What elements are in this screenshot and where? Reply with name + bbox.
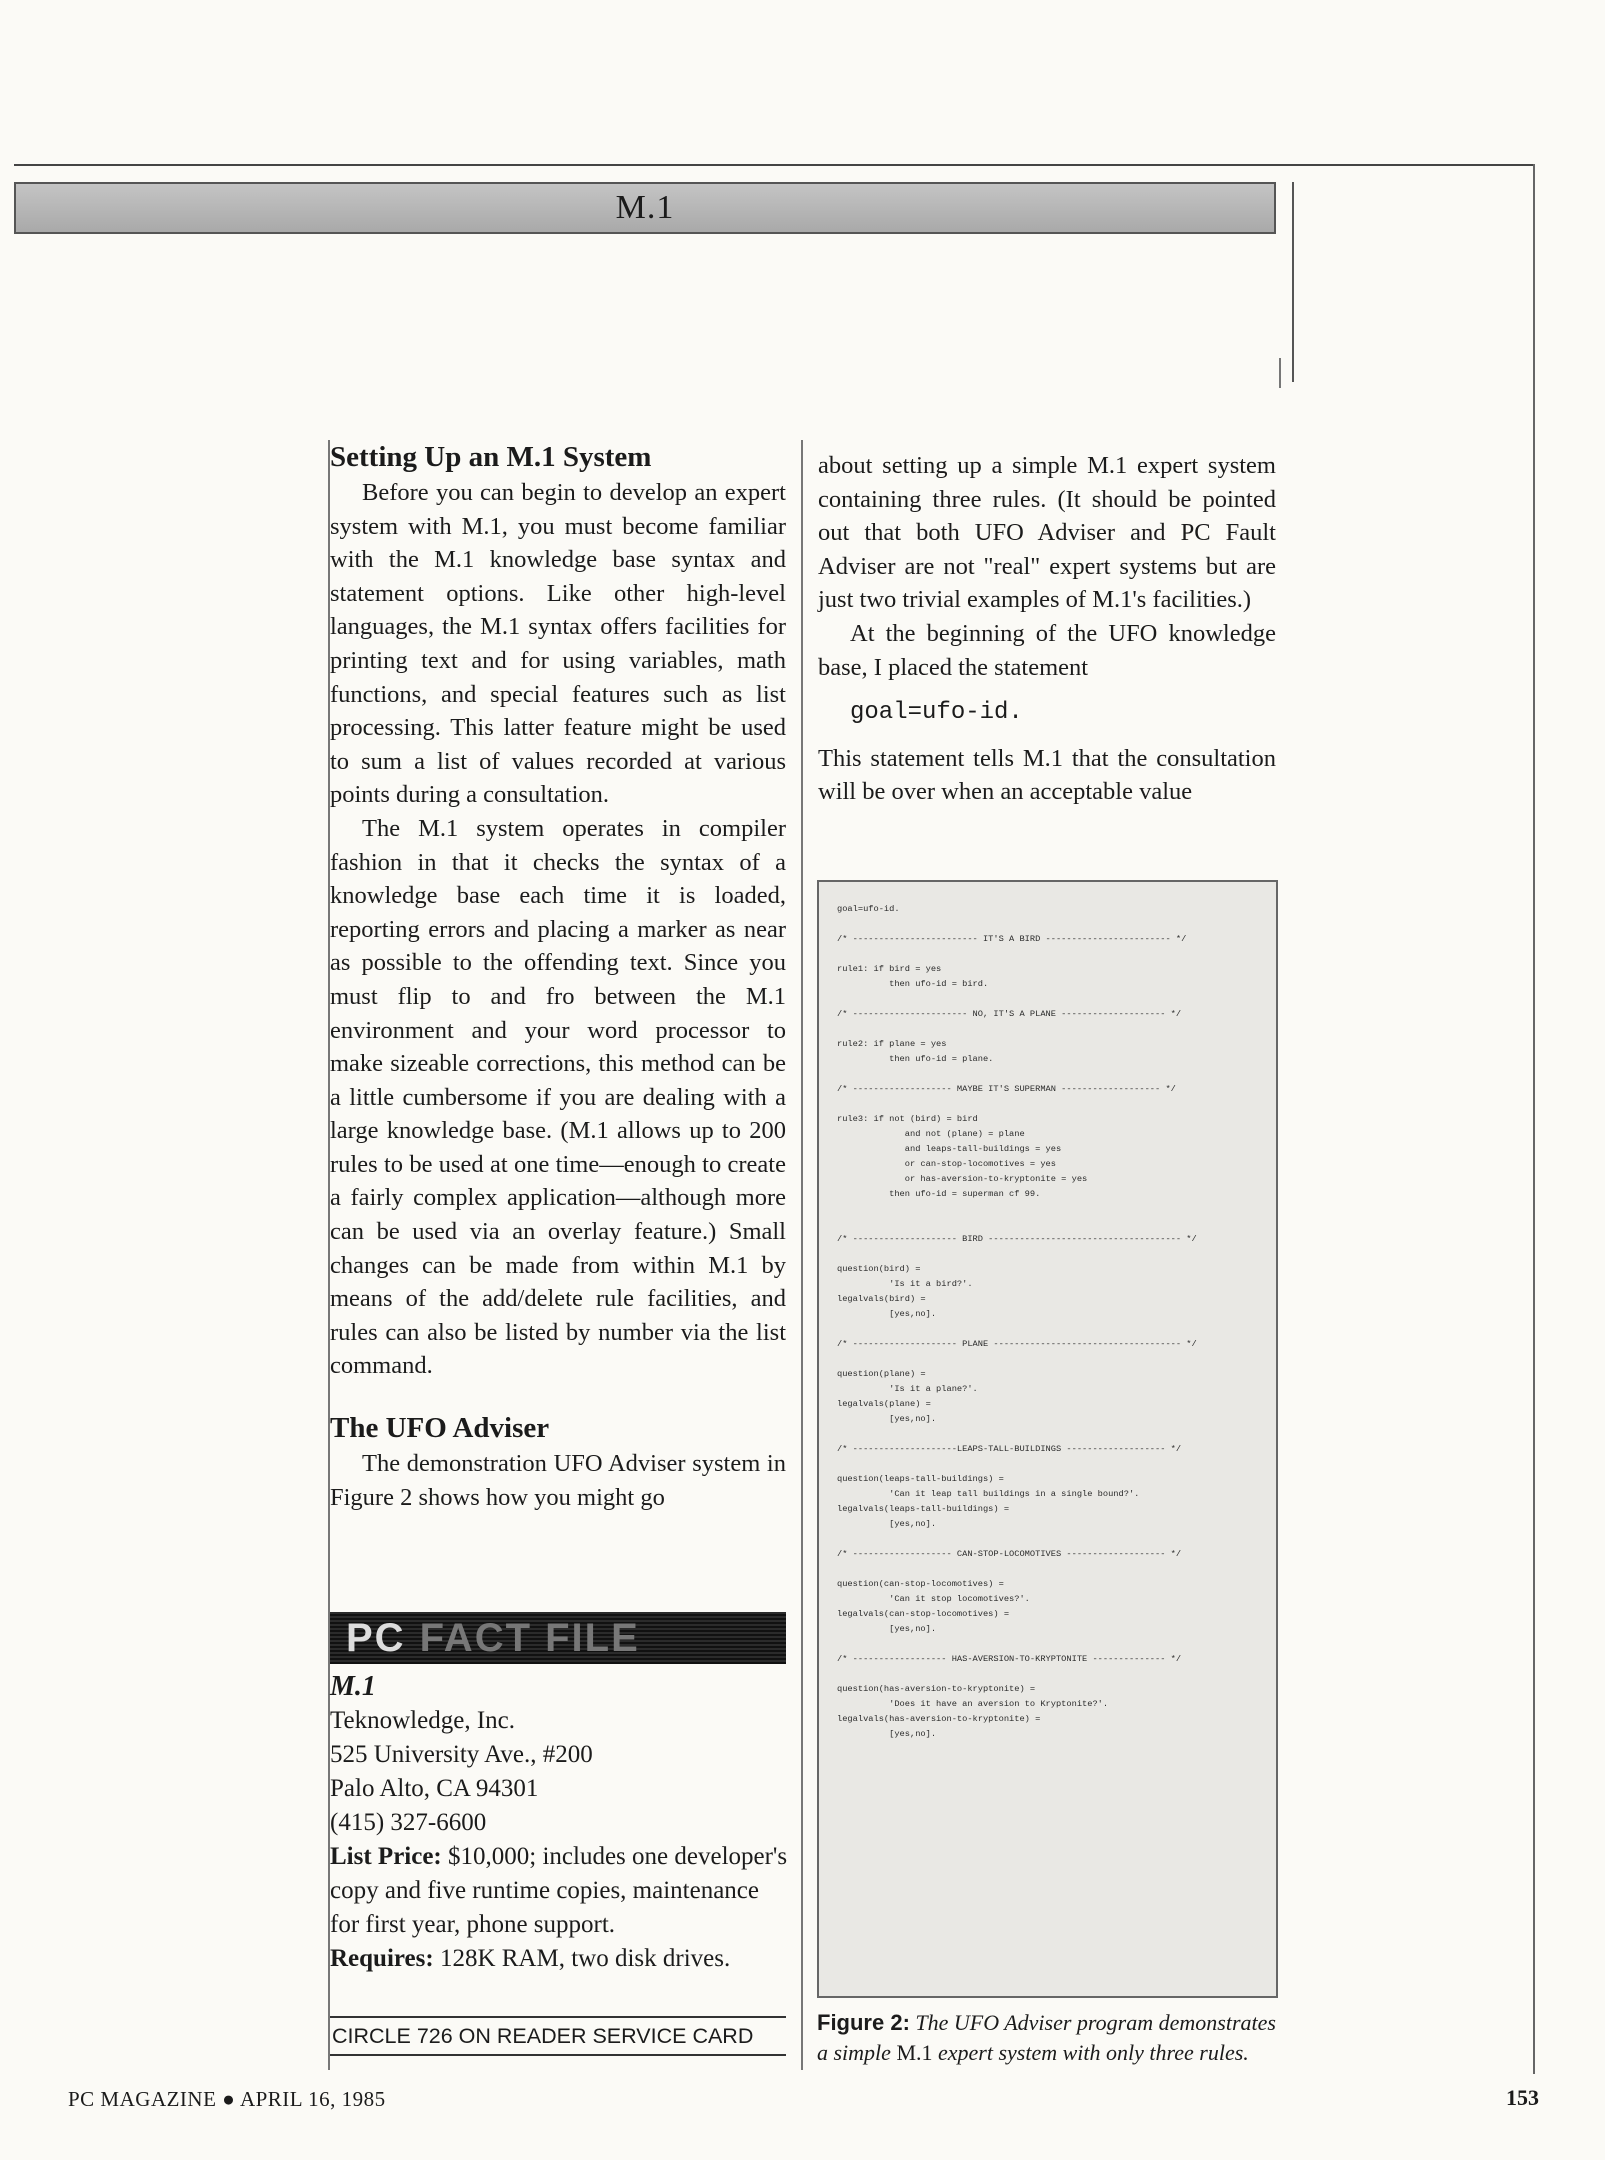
goal-statement: goal=ufo-id. bbox=[850, 699, 1023, 727]
list-price-text: $10,000; includes one developer's copy and five runtime copies, maintenance for first year, phone support. bbox=[330, 1843, 788, 1938]
code-listing: goal=ufo-id. /* ------------------------ IT'S A BIRD ------------------------ */ rule1: if bird = yes then ufo-id = bird. /* ---------------------- NO, IT'S A PLANE -------------------- */ rule2: if plane = yes then ufo-id = plane. /* ------------------- MAYBE IT'S SUPERMAN ------------------- */ rule3: if not (bird) = bird and not (plane) = plane and leaps-tall-buildings = yes or can-stop-locomotives = yes or has-aversion-to-kryptonite = yes then ufo-id = superman cf 99. /* -------------------- BIRD ------------------------------------- */ question(bird) = 'Is it a bird?'. legalvals(bird) = [yes,no]. /* -------------------- PLANE ------------------------------------ */ question(plane) = 'Is it a plane?'. legalvals(plane) = [yes,no]. /* --------------------LEAPS-TALL-BUILDINGS ------------------- */ question(leaps-tall-buildings) = 'Can it leap tall buildings in a single bound?'. legalvals(leaps-tall-buildings) = [yes,no]. /* ------------------- CAN-STOP-LOCOMOTIVES ------------------- */ question(can-stop-locomotives) = 'Can it stop locomotives?'. legalvals(can-stop-locomotives) = [yes,no]. /* ------------------ HAS-AVERSION-TO-KRYPTONITE -------------- */ question(has-aversion-to-kryptonite) = 'Does it have an aversion to Kryptonite?'. legalvals(has-aversion-to-kryptonite) = [yes,no]. bbox=[837, 904, 1197, 1739]
phone-number: (415) 327-6600 bbox=[330, 1809, 487, 1836]
requires-label: Requires: bbox=[330, 1945, 434, 1972]
figure-label: Figure 2: bbox=[817, 2010, 910, 2035]
page-number: 153 bbox=[1506, 2085, 1539, 2110]
figure-2-code-listing bbox=[817, 880, 1278, 1998]
section-header-bar bbox=[14, 182, 1276, 234]
address-line-2: Palo Alto, CA 94301 bbox=[330, 1775, 539, 1802]
caption-text-b: expert system with only three rules. bbox=[938, 2040, 1249, 2065]
requirements bbox=[330, 1942, 790, 1976]
caption-text-a: The UFO Adviser program demonstrates a simple bbox=[817, 2010, 1276, 2065]
frame-right-rule bbox=[1533, 164, 1535, 2074]
caption-m1: M.1 bbox=[896, 2040, 933, 2065]
paragraph: This statement tells M.1 that the consultation will be over when an acceptable value bbox=[818, 744, 1276, 806]
product-name: M.1 bbox=[330, 1671, 376, 1702]
list-price bbox=[330, 1840, 790, 1942]
frame-inner-rule bbox=[1292, 182, 1294, 382]
heading-setting-up: Setting Up an M.1 System bbox=[330, 441, 652, 473]
fact-file-label: FACT FILE bbox=[419, 1615, 640, 1660]
list-price-label: List Price: bbox=[330, 1843, 442, 1870]
fact-file-details bbox=[330, 1670, 790, 1976]
pc-logo: PC bbox=[346, 1615, 406, 1660]
frame-top-rule bbox=[14, 164, 1534, 166]
left-column bbox=[330, 440, 786, 1514]
column-rule-middle bbox=[801, 440, 803, 2070]
footer-publication: PC MAGAZINE ● APRIL 16, 1985 bbox=[68, 2087, 386, 2111]
figure-caption bbox=[817, 2008, 1287, 2068]
right-column bbox=[818, 449, 1276, 809]
heading-ufo-adviser: The UFO Adviser bbox=[330, 1412, 550, 1445]
paragraph: The demonstration UFO Adviser system in Figure 2 shows how you might go bbox=[330, 1450, 786, 1511]
address-line-1: 525 University Ave., #200 bbox=[330, 1741, 593, 1768]
paragraph: about setting up a simple M.1 expert system containing three rules. (It should be pointed out that both UFO Adviser and PC Fault Adviser are not "real" expert systems but are just two trivial examples of M.1's facilities.) bbox=[818, 452, 1276, 614]
requires-text: 128K RAM, two disk drives. bbox=[439, 1945, 731, 1972]
section-title: M.1 bbox=[615, 189, 675, 226]
fact-file-banner bbox=[330, 1612, 786, 1664]
paragraph: The M.1 system operates in compiler fashion in that it checks the syntax of a knowledge base each time it is loaded, reporting errors and placing a marker as near as possible to the offending text. Since you must flip to and fro between the M.1 environment and your word processor to make sizeable corrections, this method can be a little cumbersome if you are dealing with a large knowledge base. (M.1 allows up to 200 rules to be used at one time—enough to create a fairly complex application—although more can be used via an overlay feature.) Small changes can be made from within M.1 by means of the add/delete rule facilities, and rules can also be listed by number via the list command. bbox=[330, 814, 786, 1380]
paragraph: Before you can begin to develop an expert system with M.1, you must become familiar with the M.1 knowledge base syntax and statement options. Like other high-level languages, the M.1 syntax offers facilities for printing text and for using variables, math functions, and special features such as list processing. This latter feature might be used to sum a list of values recorded at various points during a consultation. bbox=[330, 479, 786, 809]
reader-service-card: CIRCLE 726 ON READER SERVICE CARD bbox=[330, 2016, 786, 2056]
company-name: Teknowledge, Inc. bbox=[330, 1707, 515, 1734]
paragraph: At the beginning of the UFO knowledge base, I placed the statement bbox=[818, 619, 1276, 681]
column-rule-right bbox=[1279, 358, 1281, 388]
